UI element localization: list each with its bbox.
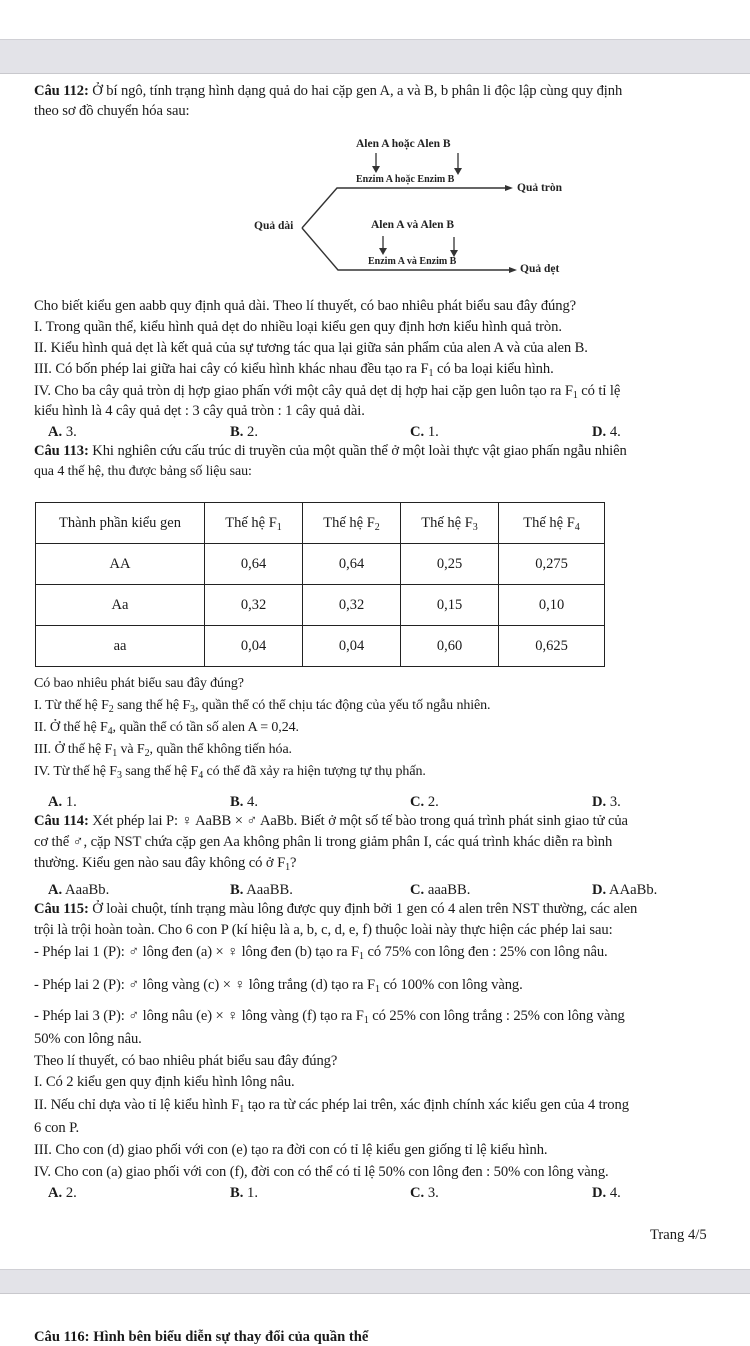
table-header-cell bbox=[205, 503, 303, 544]
q113-statement-4 bbox=[34, 763, 426, 781]
q112-statement-2: II. Kiểu hình quả dẹt là kết quả của sự tương tác qua lại giữa sản phẩm của alen A và của alen B. bbox=[34, 340, 588, 356]
option-letter: A. bbox=[48, 882, 63, 898]
diagram-top-alleles: Alen A hoặc Alen B bbox=[356, 138, 451, 150]
text: có thể đã xảy ra hiện tượng tự thụ phấn. bbox=[203, 764, 426, 779]
q114-option-c[interactable] bbox=[410, 881, 470, 899]
q112-statement-1: I. Trong quần thể, kiểu hình quả dẹt do nhiều loại kiểu gen quy định hơn kiểu hình quả tròn. bbox=[34, 319, 562, 335]
table-header-cell bbox=[401, 503, 499, 544]
diagram-bottom-result: Quả dẹt bbox=[520, 263, 560, 275]
option-value: 2. bbox=[424, 794, 439, 810]
q115-statement-2 bbox=[34, 1096, 629, 1114]
value-cell: 0,15 bbox=[401, 585, 499, 626]
value-cell: 0,32 bbox=[205, 585, 303, 626]
option-letter: B. bbox=[230, 882, 244, 898]
q112-s4-text-a: IV. Cho ba cây quả tròn dị hợp giao phấn với một cây quả dẹt dị hợp hai cặp gen luôn tạo ra F bbox=[34, 383, 573, 399]
arrowhead-qua-det bbox=[509, 267, 517, 273]
option-value: 3. bbox=[62, 424, 77, 440]
q113-question: Có bao nhiêu phát biểu sau đây đúng? bbox=[34, 676, 244, 691]
q113-statement-3 bbox=[34, 741, 292, 759]
option-value: AAaBb. bbox=[606, 882, 658, 898]
sub: 3 bbox=[190, 704, 195, 715]
option-value: 3. bbox=[424, 1185, 439, 1201]
genotype-table bbox=[35, 502, 605, 667]
value-cell: 0,64 bbox=[205, 544, 303, 585]
genotype-cell: AA bbox=[36, 544, 205, 585]
header-sub: 1 bbox=[276, 521, 282, 533]
header-prefix: Thế hệ F bbox=[225, 514, 277, 531]
q112-intro-text: Ở bí ngô, tính trạng hình dạng quả do hai cặp gen A, a và B, b phân li độc lập cùng quy định bbox=[88, 83, 623, 99]
sub: 4 bbox=[198, 770, 204, 781]
text: tạo ra từ các phép lai trên, xác định chính xác kiểu gen của 4 trong bbox=[244, 1097, 629, 1113]
option-letter: D. bbox=[592, 882, 607, 898]
value-cell: 0,32 bbox=[303, 585, 401, 626]
option-letter: A. bbox=[48, 794, 63, 810]
q115-statement-4: IV. Cho con (a) giao phối với con (f), đời con có thể có tỉ lệ 50% con lông đen : 50% con lông vàng. bbox=[34, 1164, 609, 1180]
q114-option-b[interactable] bbox=[230, 881, 293, 899]
sub: 2 bbox=[108, 704, 114, 715]
option-value: 2. bbox=[62, 1185, 77, 1201]
q112-s3-sub: 1 bbox=[428, 368, 434, 379]
q115-intro-line2: trội là trội hoàn toàn. Cho 6 con P (kí hiệu là a, b, c, d, e, f) thuộc loài này thực hiện các phép lai sau: bbox=[34, 922, 613, 938]
sub: 3 bbox=[116, 770, 122, 781]
option-value: AaaBB. bbox=[243, 882, 293, 898]
text: III. Ở thế hệ F bbox=[34, 742, 113, 757]
q112-statement-4-cont: kiểu hình là 4 cây quả dẹt : 3 cây quả tròn : 1 cây quả dài. bbox=[34, 403, 365, 419]
table-row bbox=[36, 626, 605, 667]
text: sang thế hệ F bbox=[113, 698, 191, 713]
table-header-row bbox=[36, 503, 605, 544]
header-sub: 3 bbox=[472, 521, 478, 533]
q114-intro-line3 bbox=[34, 854, 296, 872]
table-row bbox=[36, 544, 605, 585]
arrowhead-allele-a-bottom bbox=[379, 248, 387, 255]
q115-intro-line1 bbox=[34, 900, 637, 918]
text: , quần thể có tần số alen A = 0,24. bbox=[112, 720, 299, 735]
option-letter: D. bbox=[592, 794, 607, 810]
q112-statement-3 bbox=[34, 360, 554, 378]
value-cell: 0,04 bbox=[303, 626, 401, 667]
sub: 1 bbox=[374, 984, 380, 995]
text: ? bbox=[290, 855, 297, 871]
option-letter: C. bbox=[410, 1185, 425, 1201]
text: II. Nếu chỉ dựa vào tỉ lệ kiểu hình F bbox=[34, 1097, 240, 1113]
q115-intro-text: Ở loài chuột, tính trạng màu lông được quy định bởi 1 gen có 4 alen trên NST thường, các alen bbox=[88, 901, 638, 917]
text: IV. Từ thế hệ F bbox=[34, 764, 117, 779]
q115-cross-3 bbox=[34, 1007, 625, 1025]
q112-option-b[interactable] bbox=[230, 423, 258, 441]
value-cell: 0,64 bbox=[303, 544, 401, 585]
genotype-cell: Aa bbox=[36, 585, 205, 626]
value-cell: 0,625 bbox=[499, 626, 605, 667]
text: thường. Kiểu gen nào sau đây không có ở F bbox=[34, 855, 286, 871]
sub: 4 bbox=[107, 726, 113, 737]
q113-option-a[interactable] bbox=[48, 793, 77, 811]
q113-option-c[interactable] bbox=[410, 793, 439, 811]
q113-statement-2 bbox=[34, 719, 299, 737]
option-value: 4. bbox=[606, 424, 621, 440]
text: sang thế hệ F bbox=[121, 764, 199, 779]
q112-s3-text-b: có ba loại kiểu hình. bbox=[433, 361, 554, 377]
option-value: AaaBb. bbox=[62, 882, 110, 898]
q112-s4-text-b: có tỉ lệ bbox=[577, 383, 621, 399]
option-letter: B. bbox=[230, 794, 244, 810]
q115-question: Theo lí thuyết, có bao nhiêu phát biểu sau đây đúng? bbox=[34, 1053, 338, 1069]
q115-statement-3: III. Cho con (d) giao phối với con (e) tạo ra đời con có tỉ lệ kiểu gen giống tỉ lệ kiểu hình. bbox=[34, 1142, 548, 1158]
q112-statement-4 bbox=[34, 382, 620, 400]
q112-s3-text-a: III. Có bốn phép lai giữa hai cây có kiểu hình khác nhau đều tạo ra F bbox=[34, 361, 429, 377]
option-letter: B. bbox=[230, 424, 244, 440]
value-cell: 0,04 bbox=[205, 626, 303, 667]
value-cell: 0,60 bbox=[401, 626, 499, 667]
table-row bbox=[36, 585, 605, 626]
q115-cross-2 bbox=[34, 976, 523, 994]
q115-option-c[interactable] bbox=[410, 1184, 439, 1202]
option-letter: A. bbox=[48, 424, 63, 440]
option-value: 1. bbox=[424, 424, 439, 440]
option-value: aaaBB. bbox=[424, 882, 471, 898]
option-value: 2. bbox=[243, 424, 258, 440]
option-letter: C. bbox=[410, 882, 425, 898]
next-page-top bbox=[0, 1294, 750, 1345]
page-separator bbox=[0, 1269, 750, 1294]
text: - Phép lai 1 (P): ♂ lông đen (a) × ♀ lông đen (b) tạo ra F bbox=[34, 944, 360, 960]
option-letter: C. bbox=[410, 424, 425, 440]
option-value: 1. bbox=[62, 794, 77, 810]
page-number: Trang 4/5 bbox=[650, 1227, 707, 1243]
diagram-top-enzymes: Enzim A hoặc Enzim B bbox=[356, 174, 455, 185]
text: II. Ở thế hệ F bbox=[34, 720, 108, 735]
header-prefix: Thế hệ F bbox=[323, 514, 375, 531]
q114-intro-text: Xét phép lai P: ♀ AaBB × ♂ AaBb. Biết ở một số tế bào trong quá trình phát sinh giao tử của bbox=[88, 813, 628, 829]
option-letter: D. bbox=[592, 424, 607, 440]
text: có 25% con lông trắng : 25% con lông vàng bbox=[368, 1008, 625, 1024]
header-sub: 2 bbox=[374, 521, 380, 533]
q112-option-d[interactable] bbox=[592, 423, 621, 441]
option-letter: B. bbox=[230, 1185, 244, 1201]
option-letter: D. bbox=[592, 1185, 607, 1201]
value-cell: 0,25 bbox=[401, 544, 499, 585]
next-page-partial-text: Câu 116: Hình bên biểu diễn sự thay đổi của quần thể bbox=[34, 1329, 369, 1345]
table-header-cell bbox=[499, 503, 605, 544]
metabolic-pathway-diagram bbox=[0, 0, 750, 290]
q112-option-a[interactable] bbox=[48, 423, 77, 441]
q115-label: Câu 115: bbox=[34, 901, 89, 917]
sub: 1 bbox=[285, 862, 290, 873]
sub: 1 bbox=[239, 1104, 245, 1115]
q113-option-b[interactable] bbox=[230, 793, 258, 811]
diagram-start: Quả dài bbox=[254, 220, 294, 232]
q113-option-d[interactable] bbox=[592, 793, 621, 811]
q113-intro-line2: qua 4 thế hệ, thu được bảng số liệu sau: bbox=[34, 464, 252, 479]
genotype-cell: aa bbox=[36, 626, 205, 667]
option-value: 4. bbox=[243, 794, 258, 810]
q113-statement-1 bbox=[34, 697, 490, 715]
arrowhead-qua-tron bbox=[505, 185, 513, 191]
q115-statement-2-cont: 6 con P. bbox=[34, 1120, 80, 1136]
q115-cross-1 bbox=[34, 943, 608, 961]
diagram-top-result: Quả tròn bbox=[517, 182, 563, 194]
sub: 1 bbox=[363, 1015, 369, 1026]
sub: 1 bbox=[112, 748, 118, 759]
table-header-cell bbox=[303, 503, 401, 544]
text: và F bbox=[117, 742, 145, 757]
header-prefix: Thế hệ F bbox=[421, 514, 473, 531]
q113-intro-text: Khi nghiên cứu cấu trúc di truyền của một quần thể ở một loài thực vật giao phấn ngẫu nhiên bbox=[88, 443, 627, 459]
q115-option-b[interactable] bbox=[230, 1184, 258, 1202]
text: I. Từ thế hệ F bbox=[34, 698, 109, 713]
q115-option-d[interactable] bbox=[592, 1184, 621, 1202]
diagram-bottom-enzymes: Enzim A và Enzim B bbox=[368, 256, 457, 267]
q114-intro-line2: cơ thể ♂, cặp NST chứa cặp gen Aa không phân li trong giảm phân I, các quá trình khác diễn ra bình bbox=[34, 834, 613, 850]
text: - Phép lai 3 (P): ♂ lông nâu (e) × ♀ lông vàng (f) tạo ra F bbox=[34, 1008, 364, 1024]
q112-question: Cho biết kiểu gen aabb quy định quả dài. Theo lí thuyết, có bao nhiêu phát biểu sau đây đúng? bbox=[34, 298, 577, 314]
q114-label: Câu 114: bbox=[34, 813, 89, 829]
table-header-cell: Thành phần kiểu gen bbox=[36, 503, 205, 544]
option-value: 4. bbox=[606, 1185, 621, 1201]
diagram-bottom-alleles: Alen A và Alen B bbox=[371, 219, 455, 231]
text: , quần thể không tiến hóa. bbox=[149, 742, 292, 757]
q112-label: Câu 112: bbox=[34, 83, 89, 99]
option-letter: C. bbox=[410, 794, 425, 810]
arrowhead-allele-a-top bbox=[372, 166, 380, 173]
text: có 75% con lông đen : 25% con lông nâu. bbox=[363, 944, 608, 960]
q115-statement-1: I. Có 2 kiểu gen quy định kiểu hình lông nâu. bbox=[34, 1074, 295, 1090]
value-cell: 0,10 bbox=[499, 585, 605, 626]
q115-option-a[interactable] bbox=[48, 1184, 77, 1202]
q112-option-c[interactable] bbox=[410, 423, 439, 441]
text: , quần thể có thể chịu tác động của yếu tố ngẫu nhiên. bbox=[194, 698, 491, 713]
option-letter: A. bbox=[48, 1185, 63, 1201]
arrowhead-allele-b-top bbox=[454, 168, 462, 175]
header-prefix: Thế hệ F bbox=[523, 514, 575, 531]
q112-s4-sub: 1 bbox=[572, 390, 578, 401]
sub: 1 bbox=[359, 951, 364, 962]
header-sub: 4 bbox=[574, 521, 580, 533]
q112-intro-line2: theo sơ đồ chuyển hóa sau: bbox=[34, 103, 190, 119]
q113-intro-line1 bbox=[34, 442, 627, 460]
q114-option-a[interactable] bbox=[48, 881, 109, 899]
value-cell: 0,275 bbox=[499, 544, 605, 585]
option-value: 3. bbox=[606, 794, 621, 810]
q114-option-d[interactable] bbox=[592, 881, 657, 899]
text: - Phép lai 2 (P): ♂ lông vàng (c) × ♀ lông trắng (d) tạo ra F bbox=[34, 977, 375, 993]
text: có 100% con lông vàng. bbox=[379, 977, 523, 993]
sub: 2 bbox=[144, 748, 150, 759]
option-value: 1. bbox=[243, 1185, 258, 1201]
q114-intro-line1 bbox=[34, 812, 628, 830]
q113-label: Câu 113: bbox=[34, 443, 89, 459]
q115-cross-3-cont: 50% con lông nâu. bbox=[34, 1031, 142, 1047]
